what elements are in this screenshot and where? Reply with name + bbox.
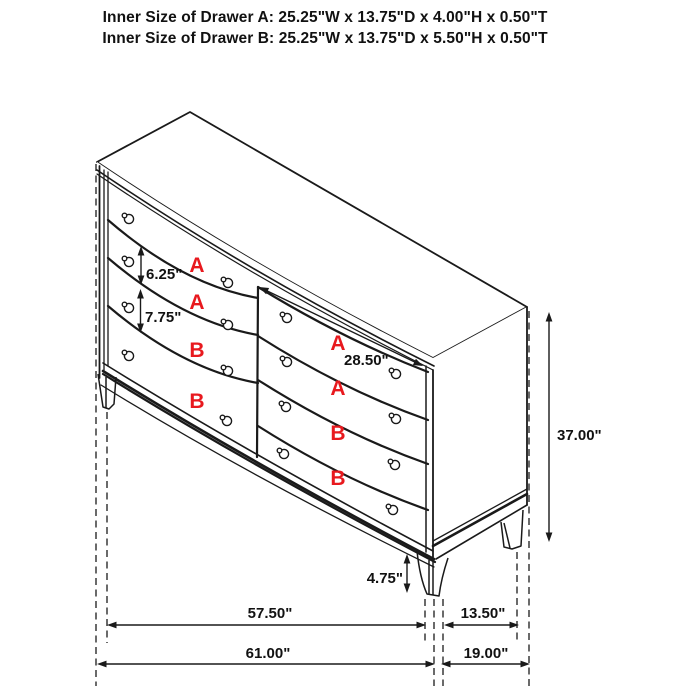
dimension-side-leg-span <box>444 605 519 628</box>
dimension-leg-height <box>367 554 411 593</box>
dim-label-61-00: 61.00" <box>245 645 291 662</box>
arrowhead-left <box>444 622 454 629</box>
drawer-label-right-3: B <box>330 422 346 445</box>
dim-label-28-50: 28.50" <box>344 352 389 369</box>
arrowhead-left <box>97 661 107 668</box>
arrowhead-down <box>404 584 411 594</box>
drawer-label-left-3: B <box>189 339 205 362</box>
dresser-body <box>97 112 527 566</box>
drawer-label-right-1: A <box>330 332 346 355</box>
dim-label-4-75: 4.75" <box>366 570 403 587</box>
center-stile <box>257 287 258 457</box>
drawer-label-right-2: A <box>330 377 346 400</box>
arrowhead-down <box>546 533 553 543</box>
arrowhead-up <box>546 312 553 322</box>
drawer-label-left-1: A <box>189 254 205 277</box>
dim-label-57-50: 57.50" <box>247 605 293 622</box>
dim-label-13-50: 13.50" <box>460 605 506 622</box>
drawer-label-left-2: A <box>189 291 205 314</box>
dimension-front-leg-span <box>107 605 426 628</box>
dimension-overall-height <box>546 312 602 542</box>
dim-label-6-25: 6.25" <box>146 266 183 283</box>
drawer-label-right-4: B <box>330 467 346 490</box>
drawer-b-spec: Inner Size of Drawer B: 25.25"W x 13.75"D x 5.50"H x 0.50"T <box>102 30 548 47</box>
drawer-a-spec: Inner Size of Drawer A: 25.25"W x 13.75"D x 4.00"H x 0.50"T <box>102 9 548 26</box>
dim-label-7-75: 7.75" <box>145 309 182 326</box>
arrowhead-left <box>107 622 117 629</box>
dimension-overall-width <box>97 645 435 667</box>
dimension-overall-depth <box>441 645 530 667</box>
dim-label-37-00: 37.00" <box>557 427 602 444</box>
drawer-label-left-4: B <box>189 390 205 413</box>
dim-label-19-00: 19.00" <box>463 645 509 662</box>
